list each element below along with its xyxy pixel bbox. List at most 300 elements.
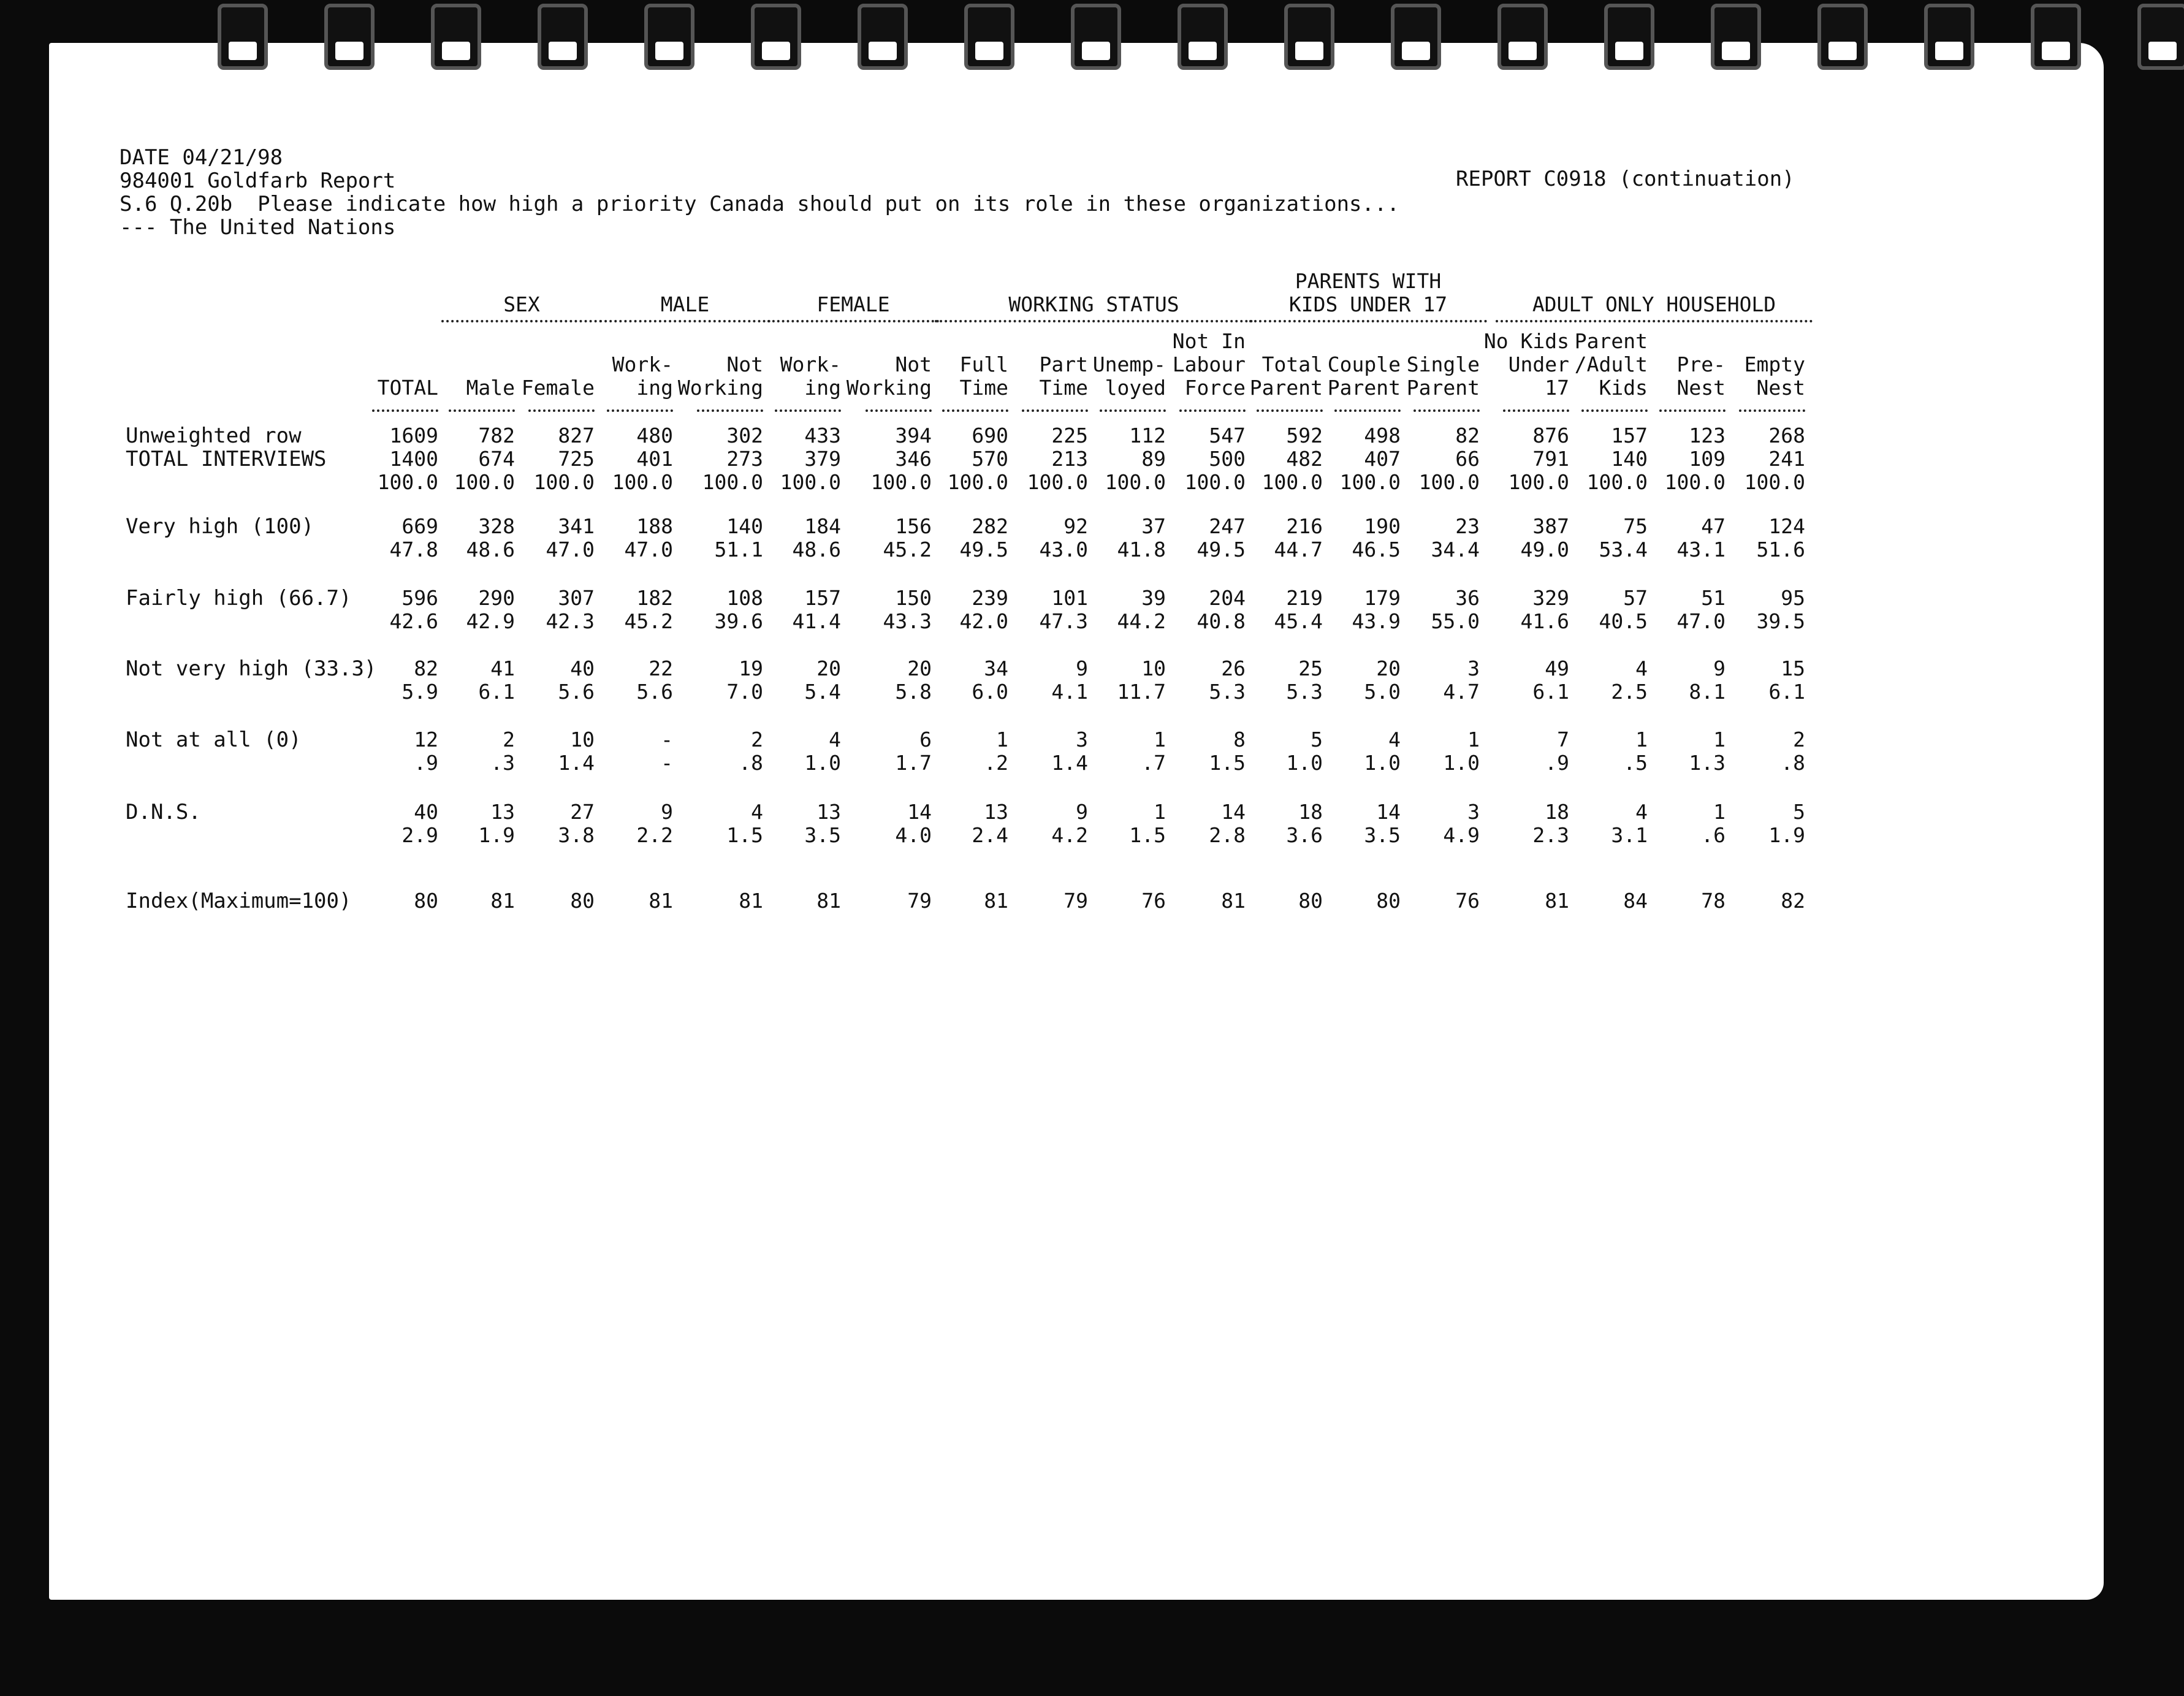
table-cell: 2.8: [1209, 823, 1246, 847]
table-cell: 302: [726, 424, 763, 447]
group-header: MALE: [660, 292, 710, 316]
table-cell: 41.8: [1117, 538, 1166, 561]
binder-rings: [0, 0, 2184, 80]
binder-ring: [858, 4, 908, 70]
table-cell: 49.5: [1197, 538, 1246, 561]
table-cell: 394: [895, 424, 932, 447]
question-subject: --- The United Nations: [120, 215, 396, 240]
table-cell: 690: [972, 424, 1008, 447]
table-cell: 341: [558, 514, 595, 538]
binder-ring: [1071, 4, 1121, 70]
table-cell: 216: [1286, 514, 1323, 538]
column-underline: [697, 409, 763, 412]
row-label: Not at all (0): [126, 728, 302, 752]
group-underline: [935, 320, 1253, 322]
table-cell: 3.5: [1364, 823, 1401, 847]
table-cell: 6: [919, 728, 932, 751]
table-cell: 2.4: [972, 823, 1008, 847]
table-cell: 4: [751, 800, 763, 824]
binder-ring: [1924, 4, 1974, 70]
table-cell: 82: [1781, 889, 1805, 913]
column-underline: [1257, 409, 1323, 412]
table-cell: 100.0: [1105, 470, 1166, 494]
table-cell: 5.3: [1209, 680, 1246, 704]
group-header: PARENTS WITH KIDS UNDER 17: [1288, 269, 1448, 316]
table-cell: 41.4: [792, 609, 841, 633]
table-cell: .7: [1141, 751, 1166, 775]
table-cell: 4: [1635, 800, 1648, 824]
table-cell: 43.0: [1039, 538, 1088, 561]
column-underline: [1334, 409, 1401, 412]
table-cell: 190: [1364, 514, 1401, 538]
table-cell: 1609: [389, 424, 438, 447]
table-cell: 596: [401, 586, 438, 610]
binder-ring: [964, 4, 1014, 70]
table-cell: 82: [414, 656, 438, 680]
table-cell: 547: [1209, 424, 1246, 447]
table-cell: 2.5: [1611, 680, 1648, 704]
table-cell: 5: [1311, 728, 1323, 751]
table-cell: 100.0: [612, 470, 673, 494]
table-cell: 20: [907, 656, 932, 680]
group-header: WORKING STATUS: [1008, 292, 1179, 316]
table-cell: 66: [1455, 447, 1480, 471]
table-cell: 123: [1689, 424, 1726, 447]
table-cell: 1.0: [1364, 751, 1401, 775]
column-header: Pre- Nest: [1676, 352, 1726, 400]
table-cell: 100.0: [1586, 470, 1648, 494]
table-cell: 1.5: [726, 823, 763, 847]
column-underline: [449, 409, 515, 412]
table-cell: 45.2: [883, 538, 932, 561]
table-cell: 37: [1141, 514, 1166, 538]
table-cell: 782: [478, 424, 515, 447]
table-cell: 401: [636, 447, 673, 471]
group-header: SEX: [503, 292, 540, 316]
table-cell: 100.0: [1744, 470, 1805, 494]
table-cell: 2: [751, 728, 763, 751]
table-cell: .2: [984, 751, 1008, 775]
table-cell: 39.6: [714, 609, 763, 633]
table-cell: 81: [649, 889, 673, 913]
group-underline: [767, 320, 939, 322]
column-header: Empty Nest: [1744, 352, 1805, 400]
table-cell: 80: [1376, 889, 1401, 913]
table-cell: 79: [1063, 889, 1088, 913]
table-cell: 219: [1286, 586, 1323, 610]
table-cell: -: [661, 751, 673, 775]
table-cell: 80: [1298, 889, 1323, 913]
row-label: Unweighted row: [126, 424, 302, 448]
table-cell: 500: [1209, 447, 1246, 471]
table-cell: 1.7: [895, 751, 932, 775]
table-cell: 157: [804, 586, 841, 610]
table-cell: 42.6: [389, 609, 438, 633]
table-cell: 12: [414, 728, 438, 751]
table-cell: 112: [1129, 424, 1166, 447]
table-cell: 6.0: [972, 680, 1008, 704]
table-cell: 9: [1076, 656, 1088, 680]
table-cell: 75: [1623, 514, 1648, 538]
table-cell: 3.6: [1286, 823, 1323, 847]
table-cell: 20: [816, 656, 841, 680]
table-cell: .3: [490, 751, 515, 775]
table-cell: 20: [1376, 656, 1401, 680]
table-cell: 3.8: [558, 823, 595, 847]
binder-ring: [538, 4, 588, 70]
table-cell: 273: [726, 447, 763, 471]
table-cell: 346: [895, 447, 932, 471]
table-cell: 39: [1141, 586, 1166, 610]
table-cell: 81: [1545, 889, 1569, 913]
column-underline: [1414, 409, 1480, 412]
table-cell: 1: [1635, 728, 1648, 751]
table-cell: 40: [414, 800, 438, 824]
binder-ring: [324, 4, 375, 70]
column-underline: [1581, 409, 1648, 412]
row-label: Index(Maximum=100): [126, 889, 352, 913]
binder-ring: [1817, 4, 1868, 70]
table-cell: 101: [1051, 586, 1088, 610]
table-cell: 40.5: [1599, 609, 1648, 633]
table-cell: 84: [1623, 889, 1648, 913]
table-cell: 78: [1701, 889, 1726, 913]
binder-ring: [644, 4, 694, 70]
table-cell: 725: [558, 447, 595, 471]
table-cell: 5.4: [804, 680, 841, 704]
column-header: Not In Labour Force: [1172, 329, 1246, 400]
table-cell: 100.0: [870, 470, 932, 494]
table-cell: 329: [1532, 586, 1569, 610]
column-underline: [942, 409, 1008, 412]
table-cell: 1.5: [1129, 823, 1166, 847]
column-underline: [1179, 409, 1246, 412]
table-cell: 213: [1051, 447, 1088, 471]
table-cell: 100.0: [1418, 470, 1480, 494]
table-cell: 43.3: [883, 609, 932, 633]
report-title: 984001 Goldfarb Report: [120, 169, 396, 193]
table-cell: 1.0: [1443, 751, 1480, 775]
table-cell: 188: [636, 514, 673, 538]
table-cell: 9: [1713, 656, 1726, 680]
table-cell: 3: [1076, 728, 1088, 751]
table-cell: 674: [478, 447, 515, 471]
table-cell: 5.6: [558, 680, 595, 704]
column-header: Male: [466, 376, 515, 400]
table-cell: 5.3: [1286, 680, 1323, 704]
table-cell: 1.9: [478, 823, 515, 847]
table-cell: 7.0: [726, 680, 763, 704]
column-underline: [775, 409, 841, 412]
binder-ring: [1178, 4, 1228, 70]
table-cell: 41.6: [1520, 609, 1569, 633]
table-cell: 40.8: [1197, 609, 1246, 633]
table-cell: 14: [1376, 800, 1401, 824]
table-cell: .8: [1781, 751, 1805, 775]
table-cell: 3: [1467, 656, 1480, 680]
table-cell: 1.0: [804, 751, 841, 775]
table-cell: 79: [907, 889, 932, 913]
table-cell: 100.0: [1664, 470, 1726, 494]
table-cell: 14: [907, 800, 932, 824]
table-cell: 15: [1781, 656, 1805, 680]
table-cell: 41: [490, 656, 515, 680]
table-cell: 51.1: [714, 538, 763, 561]
binder-ring: [2031, 4, 2081, 70]
table-cell: 6.1: [1768, 680, 1805, 704]
table-cell: 150: [895, 586, 932, 610]
table-cell: 108: [726, 586, 763, 610]
table-cell: 51: [1701, 586, 1726, 610]
table-cell: 9: [661, 800, 673, 824]
table-cell: 1400: [389, 447, 438, 471]
table-cell: 92: [1063, 514, 1088, 538]
table-cell: 482: [1286, 447, 1323, 471]
column-underline: [1503, 409, 1569, 412]
row-label: D.N.S.: [126, 800, 201, 824]
table-cell: .6: [1701, 823, 1726, 847]
group-underline: [599, 320, 770, 322]
table-cell: 47.0: [1676, 609, 1726, 633]
table-cell: .8: [739, 751, 763, 775]
table-cell: 157: [1611, 424, 1648, 447]
table-cell: 290: [478, 586, 515, 610]
column-header: Single Parent: [1406, 352, 1480, 400]
table-cell: 81: [490, 889, 515, 913]
table-cell: 81: [816, 889, 841, 913]
table-cell: 669: [401, 514, 438, 538]
table-cell: 328: [478, 514, 515, 538]
table-cell: -: [661, 728, 673, 751]
table-cell: 1.0: [1286, 751, 1323, 775]
table-cell: 3: [1467, 800, 1480, 824]
table-cell: 23: [1455, 514, 1480, 538]
table-cell: 51.6: [1756, 538, 1805, 561]
table-cell: 81: [739, 889, 763, 913]
table-cell: 7: [1557, 728, 1569, 751]
column-underline: [372, 409, 438, 412]
column-underline: [1100, 409, 1166, 412]
column-underline: [866, 409, 932, 412]
table-cell: 100.0: [533, 470, 595, 494]
table-cell: 43.1: [1676, 538, 1726, 561]
group-underline: [441, 320, 602, 322]
table-cell: 1: [1713, 800, 1726, 824]
group-header: FEMALE: [816, 292, 890, 316]
table-cell: 80: [414, 889, 438, 913]
table-cell: 10: [1141, 656, 1166, 680]
table-cell: 4.7: [1443, 680, 1480, 704]
table-cell: 2: [503, 728, 515, 751]
table-cell: 387: [1532, 514, 1569, 538]
table-cell: 100.0: [702, 470, 763, 494]
table-cell: 42.0: [959, 609, 1008, 633]
column-header: Couple Parent: [1327, 352, 1401, 400]
row-label: Very high (100): [126, 514, 314, 539]
table-cell: 11.7: [1117, 680, 1166, 704]
table-cell: 81: [1221, 889, 1246, 913]
table-cell: 1.4: [1051, 751, 1088, 775]
table-cell: 5: [1793, 800, 1805, 824]
table-cell: 36: [1455, 586, 1480, 610]
table-cell: 53.4: [1599, 538, 1648, 561]
table-cell: 100.0: [1184, 470, 1246, 494]
table-cell: 480: [636, 424, 673, 447]
table-cell: 570: [972, 447, 1008, 471]
table-cell: 80: [570, 889, 595, 913]
table-cell: 49.5: [959, 538, 1008, 561]
column-header: Unemp- loyed: [1092, 352, 1166, 400]
binder-ring: [1391, 4, 1441, 70]
table-cell: 27: [570, 800, 595, 824]
column-header: Not Working: [846, 352, 932, 400]
table-cell: 124: [1768, 514, 1805, 538]
table-cell: 1.3: [1689, 751, 1726, 775]
table-cell: 268: [1768, 424, 1805, 447]
table-cell: 49: [1545, 656, 1569, 680]
binder-ring: [431, 4, 481, 70]
table-cell: 13: [984, 800, 1008, 824]
table-cell: 42.9: [466, 609, 515, 633]
binder-ring: [751, 4, 801, 70]
table-cell: 2.2: [636, 823, 673, 847]
table-cell: 1.4: [558, 751, 595, 775]
table-cell: 49.0: [1520, 538, 1569, 561]
table-cell: 39.5: [1756, 609, 1805, 633]
table-cell: 2.9: [401, 823, 438, 847]
table-cell: 42.3: [546, 609, 595, 633]
table-cell: 5.6: [636, 680, 673, 704]
table-cell: 109: [1689, 447, 1726, 471]
table-cell: 34: [984, 656, 1008, 680]
column-underline: [528, 409, 595, 412]
table-cell: 19: [739, 656, 763, 680]
group-underline: [1496, 320, 1813, 322]
table-cell: 3.5: [804, 823, 841, 847]
table-cell: 5.8: [895, 680, 932, 704]
table-cell: 4: [1388, 728, 1401, 751]
column-underline: [1739, 409, 1805, 412]
table-cell: 5.9: [401, 680, 438, 704]
table-cell: 1: [1713, 728, 1726, 751]
table-cell: 827: [558, 424, 595, 447]
table-cell: 407: [1364, 447, 1401, 471]
column-underline: [607, 409, 673, 412]
table-cell: 95: [1781, 586, 1805, 610]
table-cell: 47: [1701, 514, 1726, 538]
table-cell: 791: [1532, 447, 1569, 471]
table-cell: 82: [1455, 424, 1480, 447]
column-header: Part Time: [1039, 352, 1088, 400]
table-cell: 13: [490, 800, 515, 824]
table-cell: 184: [804, 514, 841, 538]
report-id: REPORT C0918 (continuation): [1456, 167, 1795, 191]
table-cell: 100.0: [1508, 470, 1569, 494]
table-cell: 44.2: [1117, 609, 1166, 633]
table-cell: 25: [1298, 656, 1323, 680]
table-cell: 47.3: [1039, 609, 1088, 633]
table-cell: 100.0: [377, 470, 438, 494]
table-cell: 43.9: [1352, 609, 1401, 633]
table-cell: .9: [1545, 751, 1569, 775]
binder-ring: [218, 4, 268, 70]
row-label: Fairly high (66.7): [126, 586, 352, 610]
column-header: Full Time: [959, 352, 1008, 400]
table-cell: 179: [1364, 586, 1401, 610]
column-header: Parent /Adult Kids: [1574, 329, 1648, 400]
table-cell: 76: [1455, 889, 1480, 913]
table-cell: 55.0: [1431, 609, 1480, 633]
table-cell: 2: [1793, 728, 1805, 751]
table-cell: 9: [1076, 800, 1088, 824]
row-label: TOTAL INTERVIEWS: [126, 447, 327, 471]
table-cell: 307: [558, 586, 595, 610]
table-cell: 47.0: [624, 538, 673, 561]
table-cell: 1: [1154, 728, 1166, 751]
table-cell: 48.6: [792, 538, 841, 561]
table-cell: .5: [1623, 751, 1648, 775]
table-cell: 247: [1209, 514, 1246, 538]
table-cell: 40: [570, 656, 595, 680]
question-text: S.6 Q.20b Please indicate how high a priority Canada should put on its role in these organizations...: [120, 192, 1399, 216]
report-date: DATE 04/21/98: [120, 145, 283, 170]
table-cell: 225: [1051, 424, 1088, 447]
table-cell: 100.0: [454, 470, 515, 494]
table-cell: 6.1: [1532, 680, 1569, 704]
table-cell: 204: [1209, 586, 1246, 610]
table-cell: 592: [1286, 424, 1323, 447]
table-cell: 47.0: [546, 538, 595, 561]
table-cell: 2.3: [1532, 823, 1569, 847]
column-header: Work- ing: [780, 352, 841, 400]
table-cell: 13: [816, 800, 841, 824]
table-cell: 48.6: [466, 538, 515, 561]
table-cell: 4.9: [1443, 823, 1480, 847]
table-cell: 140: [1611, 447, 1648, 471]
table-cell: 1: [1467, 728, 1480, 751]
table-cell: 46.5: [1352, 538, 1401, 561]
column-header: Female: [521, 376, 595, 400]
row-label: Not very high (33.3): [126, 656, 377, 681]
table-cell: 100.0: [1339, 470, 1401, 494]
table-cell: 282: [972, 514, 1008, 538]
table-cell: 76: [1141, 889, 1166, 913]
table-cell: 100.0: [780, 470, 841, 494]
table-cell: .9: [414, 751, 438, 775]
table-cell: 45.4: [1274, 609, 1323, 633]
binder-ring: [1604, 4, 1654, 70]
column-header: No Kids Under 17: [1483, 329, 1569, 400]
table-cell: 433: [804, 424, 841, 447]
column-underline: [1022, 409, 1088, 412]
table-cell: 10: [570, 728, 595, 751]
table-cell: 1: [996, 728, 1008, 751]
table-cell: 241: [1768, 447, 1805, 471]
group-header: ADULT ONLY HOUSEHOLD: [1532, 292, 1776, 316]
column-header: TOTAL: [377, 376, 438, 400]
table-cell: 8: [1233, 728, 1246, 751]
group-underline: [1249, 320, 1487, 322]
table-cell: 18: [1545, 800, 1569, 824]
table-cell: 4.1: [1051, 680, 1088, 704]
table-cell: 1: [1154, 800, 1166, 824]
table-cell: 45.2: [624, 609, 673, 633]
column-header: Not Working: [677, 352, 763, 400]
table-cell: 5.0: [1364, 680, 1401, 704]
binder-ring: [1711, 4, 1761, 70]
table-cell: 4.0: [895, 823, 932, 847]
table-cell: 47.8: [389, 538, 438, 561]
